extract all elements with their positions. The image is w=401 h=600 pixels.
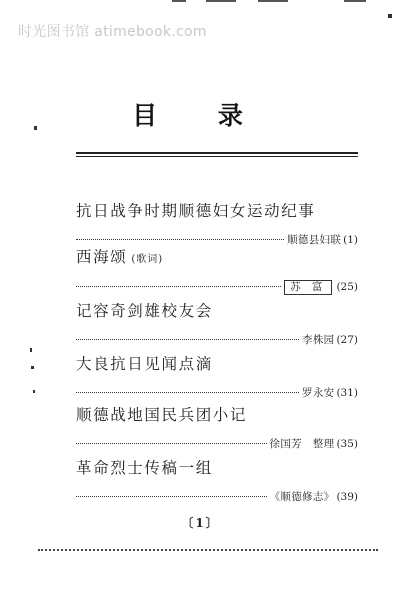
scan-speck — [31, 366, 34, 369]
title-rule-thin — [76, 156, 358, 157]
scan-speck — [34, 126, 37, 130]
page-number: 〔1〕 — [181, 516, 220, 530]
toc-entry-line — [76, 234, 358, 247]
toc-entry-author: 顺德县妇联 — [287, 234, 342, 246]
scan-speck — [388, 14, 392, 18]
toc-entry-author: 《顺德修志》 — [269, 491, 335, 503]
title-rule-thick — [76, 152, 358, 154]
toc-entry-title: 记容奇剑雄校友会 — [76, 302, 213, 320]
toc-entry-title: 抗日战争时期顺德妇女运动纪事 — [76, 202, 316, 220]
dot-leader — [76, 286, 281, 287]
scan-speck — [30, 348, 32, 352]
toc-entry-page: (27) — [336, 334, 358, 346]
toc-entry-author: 李株园 — [302, 334, 335, 346]
toc-entry-page: (25) — [336, 281, 358, 293]
toc-entry-line — [76, 280, 358, 295]
toc-entry[interactable] — [76, 459, 358, 504]
dot-leader — [76, 496, 267, 497]
toc-entry[interactable] — [76, 355, 358, 400]
dot-leader — [76, 239, 284, 240]
page-title: 目 录 — [132, 101, 269, 130]
toc-entry-line — [76, 334, 358, 347]
toc-entry-author: 罗永安 — [302, 387, 335, 399]
dot-leader — [76, 339, 299, 340]
toc-entry[interactable] — [76, 406, 358, 451]
top-edge-mark — [206, 0, 236, 2]
toc-entry[interactable] — [76, 302, 358, 347]
toc-entry-line — [76, 491, 358, 504]
scan-speck — [33, 390, 35, 393]
toc-entry[interactable] — [76, 248, 358, 295]
toc-entry-note: (歌词) — [131, 254, 164, 265]
bottom-rule — [38, 549, 378, 551]
toc-entry-author: 苏 富 — [284, 280, 332, 295]
toc-entry-page: (31) — [336, 387, 358, 399]
dot-leader — [76, 392, 299, 393]
toc-entry-page: (1) — [343, 234, 358, 246]
toc-entry-title: 顺德战地国民兵团小记 — [76, 406, 248, 424]
top-edge-mark — [172, 0, 186, 2]
top-edge-mark — [344, 0, 366, 2]
top-edge-mark — [258, 0, 288, 2]
toc-entry-page: (35) — [336, 438, 358, 450]
watermark: 时光图书馆 atimebook.com — [18, 24, 207, 40]
toc-entry-title: 西海颂 (歌词) — [76, 248, 164, 266]
toc-entry-page: (39) — [336, 491, 358, 503]
toc-entry-title: 大良抗日见闻点滴 — [76, 355, 213, 373]
toc-entry-author: 徐国芳 整理 — [269, 438, 335, 450]
dot-leader — [76, 443, 267, 444]
toc-entry-line — [76, 387, 358, 400]
toc-entry-title: 革命烈士传稿一组 — [76, 459, 213, 477]
toc-entry[interactable] — [76, 202, 358, 247]
toc-entry-line — [76, 438, 358, 451]
